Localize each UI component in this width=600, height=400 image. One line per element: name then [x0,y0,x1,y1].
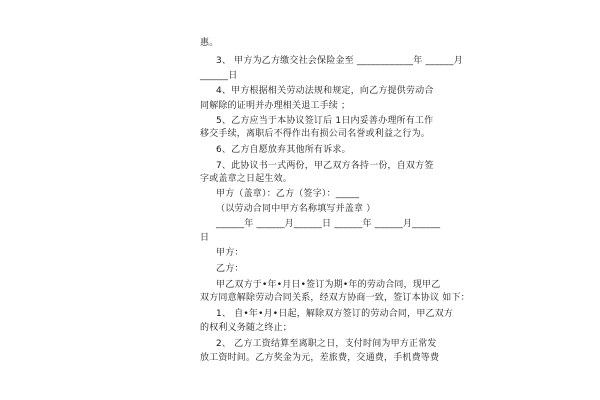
text-line: ______日 [200,71,238,81]
text-line: 7、此协议书一式两份，甲乙双方各持一份，自双方签 [216,161,434,171]
text-line: ______年 ______月______日 ______年 ______月______ [216,219,441,229]
text-line: 惠。 [200,38,219,48]
text-line: 1、 自•年•月•日起，解除双方签订的劳动合同，甲乙双方 [216,309,454,319]
text-line: 同解除的证明并办理相关退工手续 ； [200,101,351,111]
text-line: （以劳动合同中甲方名称填写并盖章 ） [216,204,376,214]
text-line: 甲方（盖章）：乙方（签字）：_____ [216,189,360,199]
text-line: 6、乙方自愿放弃其他所有诉求。 [216,145,351,155]
text-line: 双方同意解除劳动合同关系，经双方协商一致，签订本协议 如下： [200,293,470,303]
text-line: 移交手续，离职后不得作出有损公司名誉或利益之行为。 [200,129,431,139]
text-line: 3、 甲方为乙方缴交社会保险金至 ____________年 ______月 [216,56,463,66]
text-line: 乙方： [216,264,244,274]
text-line: 2、 乙方工资结算至离职之日，支付时间为甲方正常发 [216,339,437,349]
text-line: 甲方： [216,248,244,258]
text-line: 甲乙双方于•年•月日•签订为期•年的劳动合同，现甲乙 [216,280,441,290]
text-line: 日 [200,233,210,243]
text-line: 放工资时间。乙方奖金为元，差旅费，交通费，手机费等费 [200,353,440,363]
text-line: 字或盖章之日起生效。 [200,174,293,184]
text-line: 的权利义务随之终止； [200,323,293,333]
text-line: 5、乙方应当于本协议签订后 1日内妥善办理所有工作 [216,116,434,126]
text-line: 4、甲方根据相关劳动法规和规定，向乙方提供劳动合 [216,86,434,96]
